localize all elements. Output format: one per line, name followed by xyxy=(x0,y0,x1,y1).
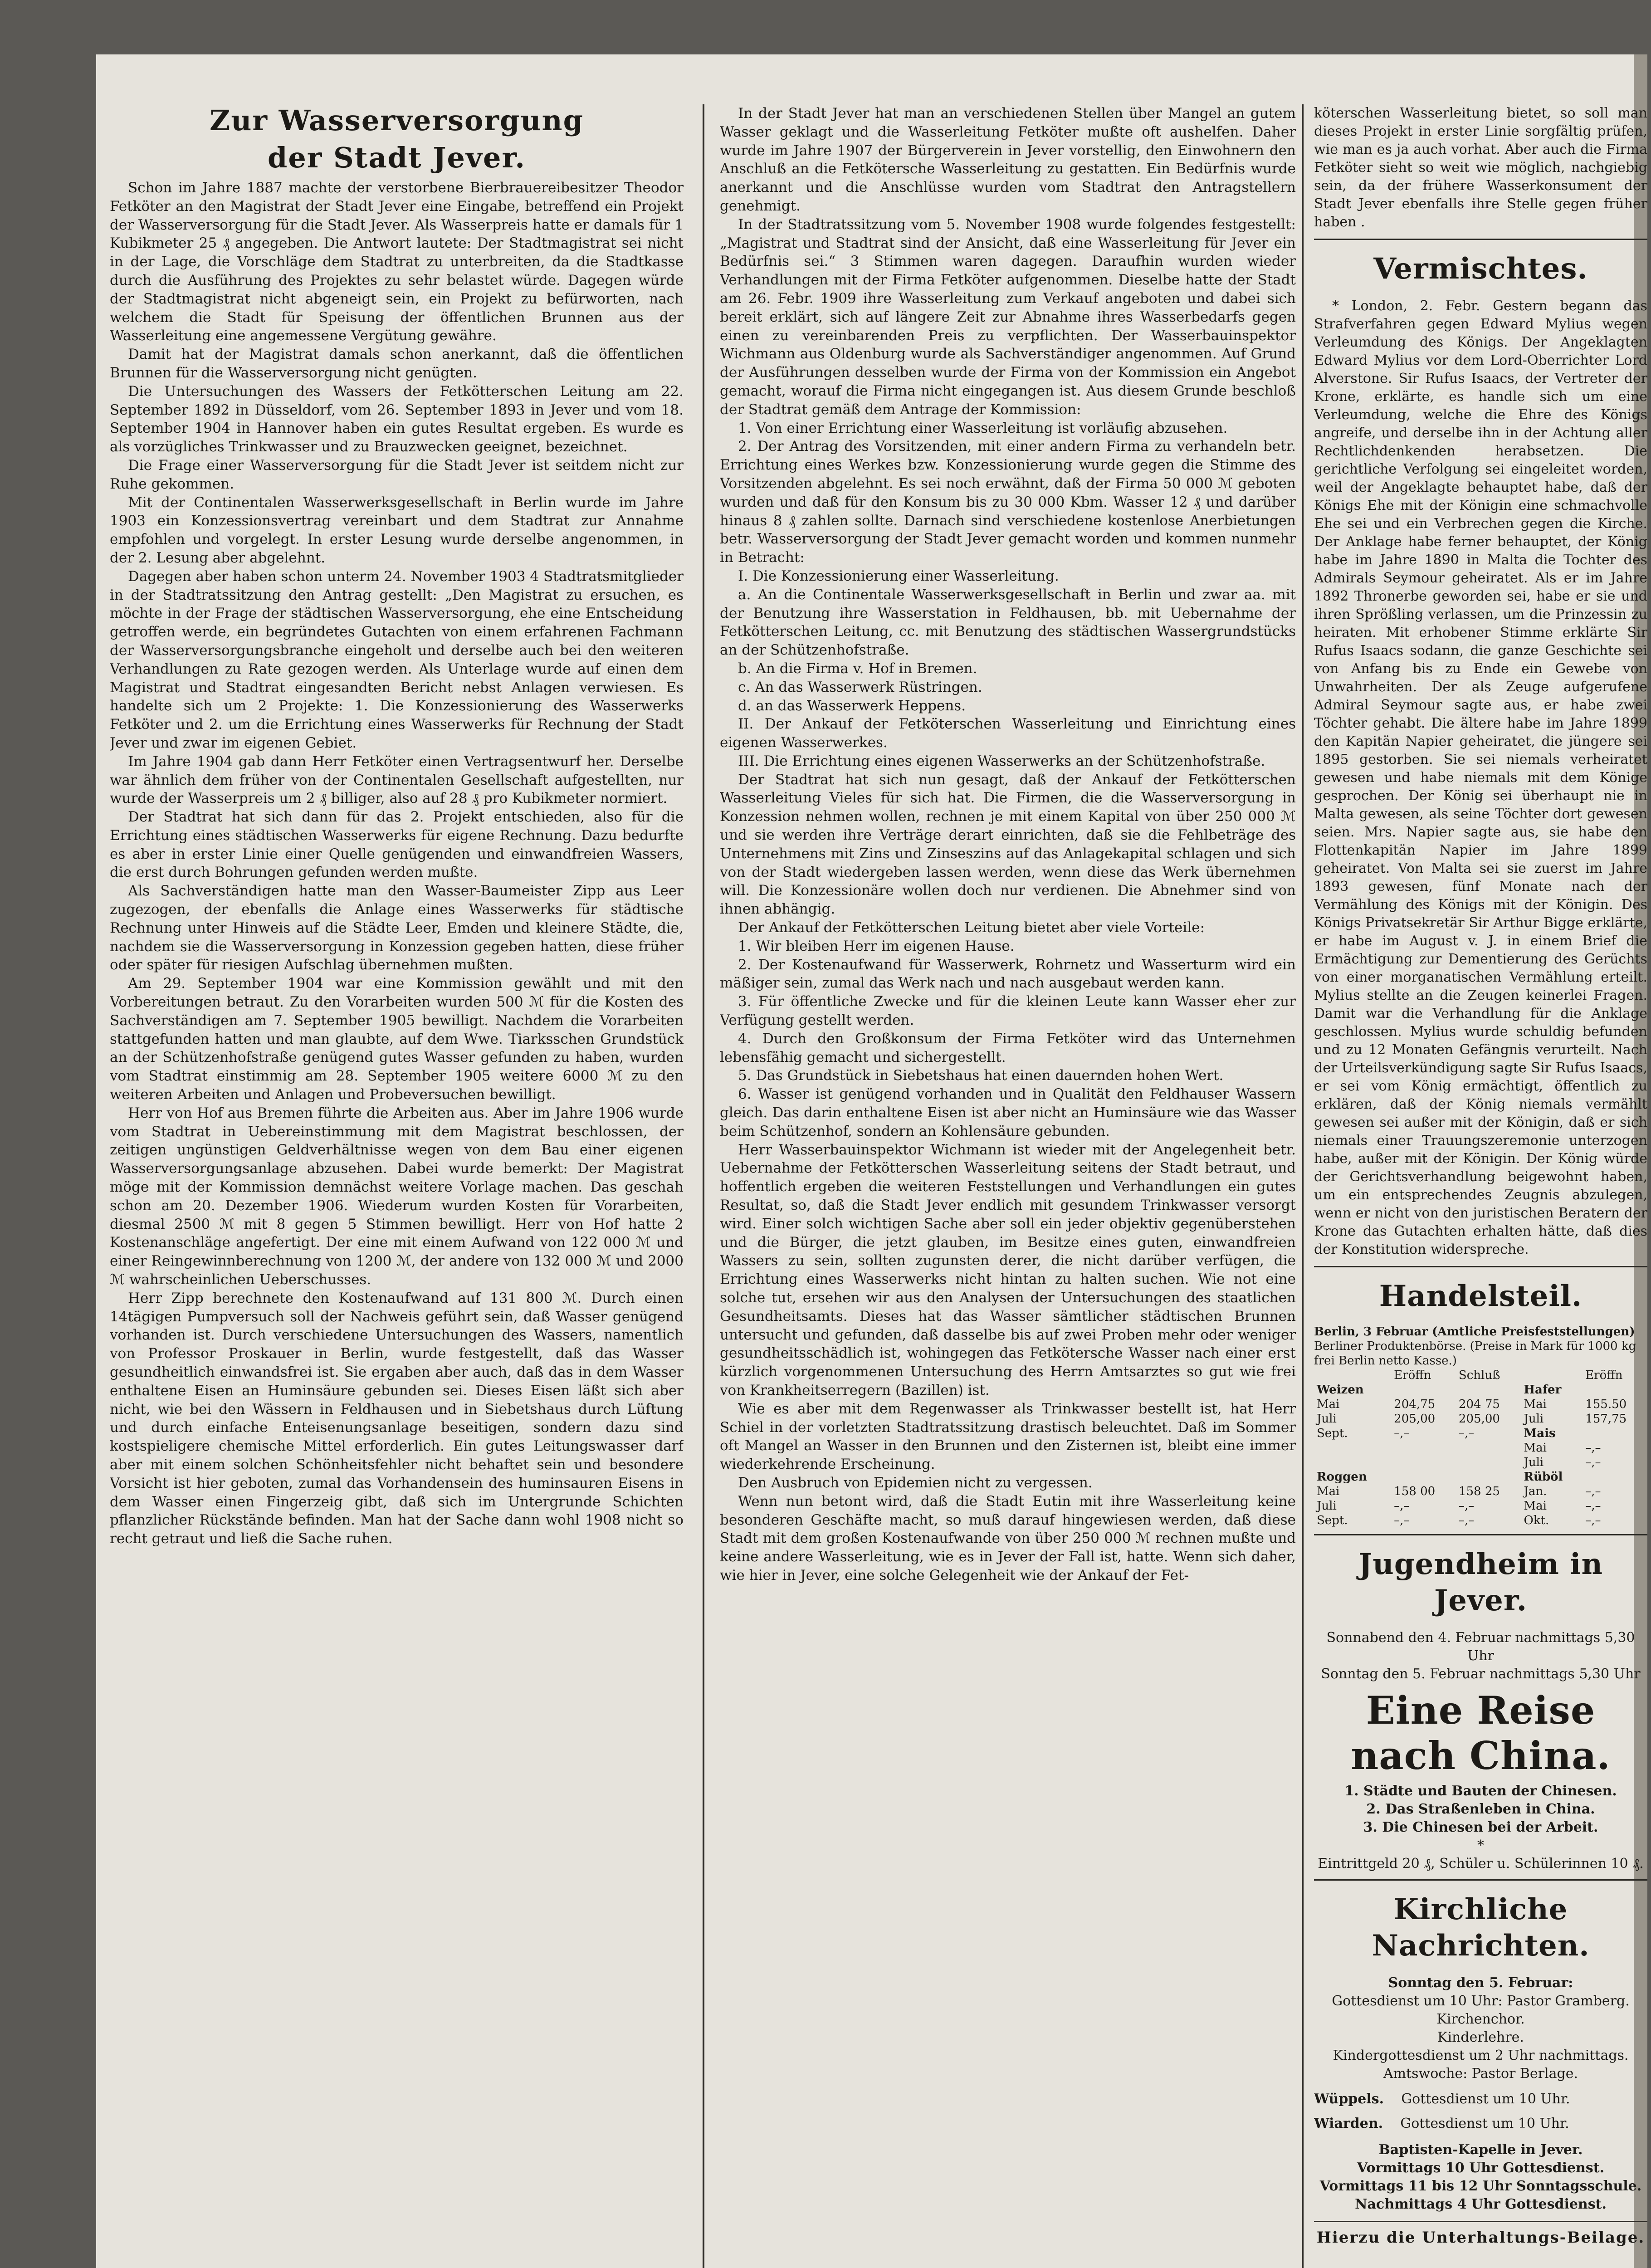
column-rule xyxy=(703,104,704,2268)
article-paragraph: In der Stadt Jever hat man an verschiedenen Stellen über Mangel an gutem Wasser geklagt und die Wasserleitung Fetköter mußte oft aushelfen. Daher wurde im Jahre 1907 der Bürgerverein in Jever vorstellig, den Einwohnern den Anschluß an die Fetkötersche Wasserleitung zu gestatten. Ein Bedürfnis wurde anerkannt und die Anschlüsse wurden vom Stadtrat den Antragstellern genehmigt. xyxy=(720,105,1296,214)
market-row xyxy=(1314,1441,1647,1455)
market-cell xyxy=(1456,1470,1521,1484)
market-cell xyxy=(1456,1455,1521,1470)
article-paragraph: 4. Durch den Großkonsum der Firma Fetköter wird das Unternehmen lebensfähig gemacht und sichergestellt. xyxy=(720,1030,1296,1066)
section-divider xyxy=(1314,1879,1647,1881)
market-cell: –,– xyxy=(1585,1456,1601,1469)
market-cell xyxy=(1391,1383,1456,1397)
youth-title: Jugendheim in Jever. xyxy=(1358,1547,1603,1618)
market-cell xyxy=(1583,1426,1647,1441)
market-cell: –,– xyxy=(1585,1514,1601,1527)
col-open-right: Eröffn xyxy=(1585,1369,1623,1382)
market-cell: Mai xyxy=(1524,1441,1547,1455)
article-paragraph: Schon im Jahre 1887 machte der verstorbene Bierbrauereibesitzer Theodor Fetköter an den Magistrat der Stadt Jever eine Eingabe, betreffend ein Projekt der Wasserversorgung für die Stadt Jever. Als Wasserpreis hatte er damals für 1 Kubikmeter 25 ₰ angegeben. Die Antwort lautete: Der Stadtmagistrat sei nicht in der Lage, die Vorschläge dem Stadtrat zu unterbreiten, da die Stadtkasse durch die Ausführung des Projektes zu sehr belastet würde. Dagegen würde der Stadtmagistrat nicht abgeneigt sein, ein Projekt zu befürworten, nach welchem die Stadt für Speisung der öffentlichen Brunnen aus der Wasserleitung eine angemessene Vergütung gewähre. xyxy=(110,180,684,344)
market-cell xyxy=(1391,1455,1456,1470)
market-cell xyxy=(1456,1383,1521,1397)
market-cell xyxy=(1391,1441,1456,1455)
market-cell xyxy=(1583,1470,1647,1484)
article-paragraph: Im Jahre 1904 gab dann Herr Fetköter einen Vertragsentwurf her. Derselbe war ähnlich dem früher von der Continentalen Gesellschaft aufgestellten, nur wurde der Wasserpreis um 2 ₰ billiger, also auf 28 ₰ pro Kubikmeter normiert. xyxy=(110,753,684,807)
market-cell: Rüböl xyxy=(1524,1470,1563,1484)
article-paragraph: Dagegen aber haben schon unterm 24. November 1903 4 Stadtratsmitglieder in der Stadtratssitzung den Antrag gestellt: „Den Magistrat zu ersuchen, es möchte in der Frage der städtischen Wasserversorgung, ehe eine Entscheidung getroffen werde, ein begründetes Gutachten von einem erfahrenen Fachmann der Wasserversorgungsbranche eingeholt und derselbe auch bei den weiteren Verhandlungen zu Rate gezogen werden. Als Unterlage wurde auf einen dem Magistrat und Stadtrat eingesandten Bericht nebst Anlagen verwiesen. Es handelte sich um 2 Projekte: 1. Die Konzessionierung des Wasserwerks Fetköter und 2. um die Errichtung eines Wasserwerks für Rechnung der Stadt Jever und zwar im eigenen Gebiet. xyxy=(110,568,684,751)
article-paragraph: 5. Das Grundstück in Siebetshaus hat einen dauernden hohen Wert. xyxy=(738,1067,1224,1084)
market-cell: Roggen xyxy=(1317,1470,1367,1484)
church-sunday: Sonntag den 5. Februar: xyxy=(1388,1975,1573,1991)
market-cell: –,– xyxy=(1394,1499,1410,1513)
article-paragraph: d. an das Wasserwerk Heppens. xyxy=(738,697,966,714)
market-cell: Sept. xyxy=(1317,1514,1348,1527)
church-kids: Kindergottesdienst um 2 Uhr nachmittags. xyxy=(1333,2048,1629,2063)
article-paragraph: Herr Wasserbauinspektor Wichmann ist wieder mit der Angelegenheit betr. Uebernahme der Fetkötterschen Wasserleitung seitens der Stadt betraut, und hoffentlich ergeben die weiteren Feststellungen und Verhandlungen ein gutes Resultat, so, daß die Stadt Jever endlich mit gesundem Trinkwasser versorgt wird. Einer solch wichtigen Sache aber soll ein jeder objektiv gegenüberstehen und die Bürger, die jetzt glauben, im Besitze eines guten, einwandfreien Wassers zu sein, sollten zugunsten derer, die nicht darüber verfügen, die Errichtung eines Wasserwerks nicht hintan zu halten suchen. Wie not eine solche tut, ersehen wir aus den Analysen der Untersuchungen des staatlichen Gesundheitsamts. Dieses hat das Wasser sämtlicher städtischen Brunnen untersucht und gefunden, daß dasselbe bis auf zwei Proben mehr oder weniger gesundheitsschädlich ist, wohingegen das Fetkötersche Wasser nach einer erst kürzlich vorgenommenen Untersuchung des Herrn Amtsarztes so gut wie frei von Krankheitserregern (Bazillen) ist. xyxy=(720,1141,1296,1398)
church-w2-place: Wiarden. xyxy=(1314,2116,1383,2131)
market-cell: Juli xyxy=(1317,1412,1337,1426)
market-title: Handelsteil. xyxy=(1379,1279,1583,1313)
article-paragraph: Der Stadtrat hat sich nun gesagt, daß der Ankauf der Fetkötterschen Wasserleitung Vieles für sich hat. Die Firmen, die die Wasserversorgung in Konzession nehmen wollen, rechnen je mit einem Kapital von über 250 000 ℳ und sie werden ihre Verträge derart einrichten, daß sie die Fehlbeträge des Unternehmens mit Zins und Zinseszins auf das Anlagekapital schlagen und sich von der Stadt wiedergeben lassen werden, wenn diese das Werk übernehmen will. Die Konzessionäre wollen doch nur verdienen. Die Abnehmer sind von ihnen abhängig. xyxy=(720,771,1296,918)
market-cell: Mais xyxy=(1524,1427,1556,1440)
market-cell: –,– xyxy=(1458,1499,1475,1513)
market-cell: Weizen xyxy=(1317,1383,1364,1397)
article-paragraph: Als Sachverständigen hatte man den Wasser-Baumeister Zipp aus Leer zugezogen, der ebenfalls die Anlage eines Wasserwerks für städtische Rechnung unter Hinweis auf die Städte Leer, Emden und kleinere Städte, die, nachdem sie die Wasserversorgung in Konzession gegeben hatten, diese früher oder später für riesigen Aufschlag übernehmen mußten. xyxy=(110,883,684,973)
market-cell: –,– xyxy=(1394,1427,1410,1440)
market-row xyxy=(1314,1455,1647,1470)
footer-note: Hierzu die Unterhaltungs-Beilage. xyxy=(1316,2229,1645,2247)
column-rule xyxy=(1302,104,1304,2268)
church-service: Gottesdienst um 10 Uhr: Pastor Gramberg. xyxy=(1332,1993,1630,2009)
market-row xyxy=(1314,1513,1647,1528)
section-divider xyxy=(1314,2221,1647,2222)
article-paragraph: 1. Von einer Errichtung einer Wasserleitung ist vorläufig abzusehen. xyxy=(738,420,1228,436)
youth-star: * xyxy=(1477,1838,1484,1853)
article-paragraph: 1. Wir bleiben Herr im eigenen Hause. xyxy=(738,938,1015,954)
article-continuation: köterschen Wasserleitung bietet, so soll man dieses Projekt in erster Linie sorgfältig prüfen, wie man es ja auch vorhat. Aber auch die Firma Fetköter sieht so weit wie möglich, nachgiebig sein, da der frühere Wasserkonsument der Stadt Jever ebenfalls ihre Stelle gegen früher haben . xyxy=(1314,105,1647,230)
market-header xyxy=(1314,1325,1647,1368)
article-paragraph: Damit hat der Magistrat damals schon anerkannt, daß die öffentlichen Brunnen für die Wasserversorgung nicht genügten. xyxy=(110,346,684,381)
article-body-1 xyxy=(110,179,684,1548)
article-paragraph: a. An die Continentale Wasserwerksgesellschaft in Berlin und zwar aa. mit der Benutzung ihre Wasserstation in Feldhausen, bb. mit Uebernahme der Fetkötterschen Leitung, cc. mit Benutzung des städtischen Wassergrundstücks an der Schützenhofstraße. xyxy=(720,586,1296,659)
market-cell: 205,00 xyxy=(1394,1412,1436,1426)
market-table xyxy=(1314,1368,1647,1528)
market-header-line-2: Berliner Produktenbörse. (Preise in Mark für 1000 kg xyxy=(1314,1339,1636,1353)
market-cell: Juli xyxy=(1317,1499,1337,1513)
youth-item-3: 3. Die Chinesen bei der Arbeit. xyxy=(1363,1819,1598,1835)
article-column-2 xyxy=(720,104,1296,2268)
market-cell xyxy=(1456,1441,1521,1455)
col-close: Schluß xyxy=(1458,1369,1500,1382)
article-paragraph: Herr Zipp berechnete den Kostenaufwand auf 131 800 ℳ. Durch einen 14tägigen Pumpversuch soll der Nachweis geführt sein, daß Wasser genügend vorhanden ist. Durch verschiedene Untersuchungen des Wassers, namentlich von Professor Proskauer in Berlin, wurde festgestellt, daß das Wasser gesundheitlich einwandsfrei ist. Sie ergaben aber auch, daß das in dem Wasser enthaltene Eisen an Huminsäure gebunden sei. Dieses Eisen läßt sich aber nicht, wie bei den Wässern in Feldhausen und in Siebetshaus durch Lüftung und durch einfache Enteisenungsanlage beseitigen, sondern dazu sind kostspieligere chemische Mittel erforderlich. Ein gutes Leitungswasser darf aber mit einem solchen Schönheitsfehler nicht behaftet sein und besondere Vorsicht ist hier geboten, zumal das Vorhandensein des huminsauren Eisens in dem Wasser einen Fingerzeig gibt, daß sich im Untergrunde Schichten pflanzlicher Rückstände befinden. Man hat der Sache dann wohl 1908 nicht so recht getraut und ließ die Sache ruhen. xyxy=(110,1290,684,1547)
article-title-line-1: Zur Wasserversorgung xyxy=(210,104,584,137)
baptist-line-1: Vormittags 10 Uhr Gottesdienst. xyxy=(1357,2160,1605,2176)
article-body-2 xyxy=(720,104,1296,1585)
market-cell: –,– xyxy=(1585,1441,1601,1455)
market-cell xyxy=(1314,1441,1391,1455)
market-cell: 157,75 xyxy=(1585,1412,1627,1426)
section-divider xyxy=(1314,1266,1647,1267)
newspaper-page xyxy=(96,54,1647,2268)
church-teaching: Kinderlehre. xyxy=(1437,2029,1524,2045)
article-paragraph: Herr von Hof aus Bremen führte die Arbeiten aus. Aber im Jahre 1906 wurde vom Stadtrat in Uebereinstimmung mit dem Magistrat beschlossen, der zeitigen ungünstigen Geldverhältnisse wegen von dem Bau einer eigenen Wasserversorgungsanlage abzusehen. Dabei wurde bemerkt: Der Magistrat möge mit der Kommission demnächst weitere Vorlage machen. Das geschah schon am 20. Dezember 1906. Wiederum wurden Kosten für Vorarbeiten, diesmal 2500 ℳ mit 8 gegen 5 Stimmen bewilligt. Herr von Hof hatte 2 Kostenanschläge angefertigt. Der eine mit einem Aufwand von 122 000 ℳ und einer Reingewinnberechnung von 1200 ℳ, der andere von 132 000 ℳ und 2000 ℳ wahrscheinlichen Ueberschusses. xyxy=(110,1105,684,1288)
market-cell: –,– xyxy=(1394,1514,1410,1527)
article-paragraph: Mit der Continentalen Wasserwerksgesellschaft in Berlin wurde im Jahre 1903 ein Konzessionsvertrag vereinbart und dem Stadtrat zur Annahme empfohlen und vorgelegt. In erster Lesung wurde derselbe angenommen, in der 2. Lesung aber abgelehnt. xyxy=(110,494,684,566)
market-cell: Mai xyxy=(1524,1499,1547,1513)
article-paragraph: 6. Wasser ist genügend vorhanden und in Qualität den Feldhauser Wassern gleich. Das darin enthaltene Eisen ist aber nicht an Huminsäure wie das Wasser beim Schützenhof, sondern an Kohlensäure gebunden. xyxy=(720,1086,1296,1139)
market-cell xyxy=(1583,1383,1647,1397)
section-divider xyxy=(1314,1534,1647,1535)
market-cell: Jan. xyxy=(1524,1485,1547,1498)
market-row xyxy=(1314,1484,1647,1499)
col-open: Eröffn xyxy=(1394,1369,1431,1382)
misc-title: Vermischtes. xyxy=(1373,252,1588,286)
article-paragraph: Der Ankauf der Fetkötterschen Leitung bietet aber viele Vorteile: xyxy=(738,919,1205,936)
market-row xyxy=(1314,1397,1647,1412)
market-cell: Mai xyxy=(1317,1485,1340,1498)
market-row xyxy=(1314,1412,1647,1426)
youth-item-2: 2. Das Straßenleben in China. xyxy=(1366,1801,1595,1817)
church-w1-place: Wüppels. xyxy=(1314,2091,1384,2107)
market-cell xyxy=(1314,1455,1391,1470)
market-header-line-1: Berlin, 3 Februar (Amtliche Preisfeststellungen) xyxy=(1314,1325,1635,1339)
market-cell: Juli xyxy=(1524,1412,1544,1426)
market-cell: 204 75 xyxy=(1458,1398,1500,1411)
article-paragraph: Den Ausbruch von Epidemien nicht zu vergessen. xyxy=(738,1474,1093,1491)
column-3 xyxy=(1314,104,1647,2268)
article-paragraph: Am 29. September 1904 war eine Kommission gewählt und mit den Vorbereitungen betraut. Zu den Vorarbeiten wurden 500 ℳ für die Kosten des Sachverständigen am 7. September 1905 bewilligt. Nachdem die Vorarbeiten stattgefunden hatten und man glaubte, auf dem Wwe. Tiarksschen Grundstück an der Schützenhofstraße genügend gutes Wasser gefunden zu haben, wurden vom Stadtrat einstimmig am 28. September 1905 weitere 6000 ℳ zu den weiteren Arbeiten und Anlagen und Probeversuchen bewilligt. xyxy=(110,975,684,1103)
section-divider xyxy=(1314,239,1647,240)
market-cell: 204,75 xyxy=(1394,1398,1436,1411)
market-cell: Sept. xyxy=(1317,1427,1348,1440)
article-paragraph: 3. Für öffentliche Zwecke und für die kleinen Leute kann Wasser eher zur Verfügung gestellt werden. xyxy=(720,993,1296,1029)
market-cell: –,– xyxy=(1585,1485,1601,1498)
market-row xyxy=(1314,1383,1647,1397)
article-paragraph: Der Stadtrat hat sich dann für das 2. Projekt entschieden, also für die Errichtung eines städtischen Wasserwerks für eigene Rechnung. Dazu bedurfte es aber in erster Linie einer Quelle genügenden und einwandfreien Wassers, die erst durch Bohrungen gefunden werden mußte. xyxy=(110,809,684,881)
youth-line-1: Sonnabend den 4. Februar nachmittags 5,30 Uhr xyxy=(1326,1630,1635,1664)
youth-event: Eine Reise nach China. xyxy=(1351,1688,1611,1778)
church-w2-text: Gottesdienst um 10 Uhr. xyxy=(1400,2116,1569,2131)
baptist-line-2: Vormittags 11 bis 12 Uhr Sonntagsschule. xyxy=(1319,2178,1642,2194)
market-cell: –,– xyxy=(1458,1427,1475,1440)
article-paragraph: Wenn nun betont wird, daß die Stadt Eutin mit ihre Wasserleitung keine besonderen Geschäfte macht, so muß darauf hingewiesen werden, daß diese Stadt mit dem großen Kostenaufwande von über 250 000 ℳ rechnen mußte und keine andere Wasserleitung, wie es in Jever der Fall ist, hatte. Wenn sich daher, wie hier in Jever, eine solche Gelegenheit wie der Ankauf der Fet- xyxy=(720,1493,1296,1584)
market-row xyxy=(1314,1499,1647,1513)
market-cell: Juli xyxy=(1524,1456,1544,1469)
article-paragraph: b. An die Firma v. Hof in Bremen. xyxy=(738,660,977,677)
baptist-title: Baptisten-Kapelle in Jever. xyxy=(1378,2142,1583,2158)
market-cell: Mai xyxy=(1524,1398,1547,1411)
article-paragraph: Wie es aber mit dem Regenwasser als Trinkwasser bestellt ist, hat Herr Schiel in der vorletzten Stadtratssitzung drastisch beleuchtet. Daß im Sommer oft Mangel an Wasser in den Brunnen und den Zisternen ist, bleibt eine immer wiederkehrende Erscheinung. xyxy=(720,1400,1296,1473)
church-wiarden xyxy=(1314,2115,1647,2133)
market-cell xyxy=(1391,1470,1456,1484)
baptist-line-3: Nachmittags 4 Uhr Gottesdienst. xyxy=(1355,2196,1607,2212)
misc-text: * London, 2. Febr. Gestern begann das Strafverfahren gegen Edward Mylius wegen Verleumdung des Königs. Der Angeklagten Edward Mylius vor dem Lord-Oberrichter Lord Alverstone. Sir Rufus Isaacs, der Vertreter der Krone, erklärte, es handle sich um eine Verleumdung, welche die Ehre des Königs angreife, und derselbe ihn in der Achtung aller Rechtlichdenkenden herabsetzen. Die gerichtliche Verfolgung sei eingeleitet worden, weil der Angeklagte behauptet habe, daß der Königs Ehe mit der Königin eine schmachvolle Ehe sei und ein Verbrechen gegen die Kirche. Der Anklage habe ferner behauptet, der König habe im Jahre 1890 in Malta die Tochter des Admirals Seymour geheiratet. Als er im Jahre 1892 Thronerbe geworden sei, habe er sie und ihren Sprößling verlassen, um die Prinzessin zu heiraten. Mit erhobener Stimme erklärte Sir Rufus Isaacs sodann, die ganze Geschichte sei von Anfang bis zu Ende ein Gewebe von Unwahrheiten. Der als Zeuge aufgerufene Admiral Seymour sagte aus, er habe zwei Töchter gehabt. Die ältere habe im Jahre 1899 den Kapitän Napier geheiratet, die jüngere sei 1895 gestorben. Sie sei niemals verheiratet gewesen und habe niemals mit dem Könige gesprochen. Der König sei überhaupt nie in Malta gewesen, als seine Töchter dort gewesen seien. Mrs. Napier sagte aus, sie habe den Flottenkapitän Napier im Jahre 1899 geheiratet. Von Malta sei sie zuerst im Jahre 1893 gewesen, fünf Monate nach der Vermählung des Königs mit der Königin. Des Königs Privatsekretär Sir Arthur Bigge erklärte, er habe im August v. J. in einem Brief die Ermächtigung zur Dementierung des Gerüchts von einer morganatischen Vermählung erteilt. Mylius stellte an die Zeugen keinerlei Fragen. Damit war die Verhandlung für die Anklage geschlossen. Mylius wurde schuldig befunden und zu 12 Monaten Gefängnis verurteilt. Nach der Urteilsverkündigung sagte Sir Rufus Isaacs, er sei vom König ermächtigt, öffentlich zu erklären, daß der König niemals vermählt gewesen sei außer mit der Königin, daß er sich niemals einer Trauungszeremonie unterzogen habe, außer mit der Königin. Der König würde der Gerichtsverhandlung beigewohnt haben, um ein entsprechendes Zeugnis abzulegen, wenn er nicht von den juristischen Beratern der Krone das Gutachten erhalten hätte, daß dies der Konstitution widerspreche. xyxy=(1314,298,1647,1257)
church-title: Kirchliche Nachrichten. xyxy=(1372,1892,1590,1963)
article-paragraph: 2. Der Antrag des Vorsitzenden, mit einer andern Firma zu verhandeln betr. Errichtung eines Werkes bzw. Konzessionierung wurde gegen die Stimme des Vorsitzenden abgelehnt. Es sei noch erwähnt, daß der Firma 50 000 ℳ geboten wurden und daß für den Konsum bis zu 30 000 Kbm. Wasser 12 ₰ und darüber hinaus 8 ₰ zahlen sollte. Darnach sind verschiedene kostenlose Anerbietungen betr. Wasserversorgung der Stadt Jever gemacht worden und kommen nunmehr in Betracht: xyxy=(720,438,1296,566)
market-cell: –,– xyxy=(1458,1514,1475,1527)
market-cell: 158 00 xyxy=(1394,1485,1436,1498)
market-cell: Okt. xyxy=(1524,1514,1549,1527)
article-paragraph: II. Der Ankauf der Fetköterschen Wasserleitung und Einrichtung eines eigenen Wasserwerkes. xyxy=(720,716,1296,751)
market-cell: 158 25 xyxy=(1458,1485,1500,1498)
youth-fee: Eintrittgeld 20 ₰, Schüler u. Schülerinnen 10 ₰. xyxy=(1318,1856,1644,1872)
church-week: Amtswoche: Pastor Berlage. xyxy=(1383,2066,1578,2082)
youth-line-2: Sonntag den 5. Februar nachmittags 5,30 Uhr xyxy=(1321,1666,1641,1682)
market-cell: 155.50 xyxy=(1585,1398,1627,1411)
market-cell: Hafer xyxy=(1524,1383,1562,1397)
article-paragraph: III. Die Errichtung eines eigenen Wasserwerks an der Schützenhofstraße. xyxy=(738,753,1265,769)
market-cell: Mai xyxy=(1317,1398,1340,1411)
market-header-line-3: frei Berlin netto Kasse.) xyxy=(1314,1354,1457,1368)
article-paragraph: Die Frage einer Wasserversorgung für die Stadt Jever ist seitdem nicht zur Ruhe gekommen. xyxy=(110,457,684,492)
article-paragraph: In der Stadtratssitzung vom 5. November 1908 wurde folgendes festgestellt: „Magistrat und Stadtrat sind der Ansicht, daß eine Wasserleitung für Jever ein Bedürfnis sei.“ 3 Stimmen waren dagegen. Daraufhin wurden wieder Verhandlungen mit der Firma Fetköter aufgenommen. Dieselbe hatte der Stadt am 26. Febr. 1909 ihre Wasserleitung zum Verkauf angeboten und dabei sich bereit erklärt, sich auf längere Zeit zur Abnahme ihres Wasserbedarfs gegen einen zu vereinbarenden Preis zu verpflichten. Der Wasserbauinspektor Wichmann aus Oldenburg wurde als Sachverständiger angenommen. Auf Grund der Ausführungen desselben wurde der Firma von der Kommission ein Angebot gemacht, worauf die Firma nicht eingegangen ist. Aus diesem Grunde beschloß der Stadtrat gemäß dem Antrage der Kommission: xyxy=(720,216,1296,418)
church-choir: Kirchenchor. xyxy=(1436,2011,1525,2027)
market-cell: –,– xyxy=(1585,1499,1601,1513)
article-title-line-2: der Stadt Jever. xyxy=(267,141,526,174)
article-paragraph: c. An das Wasserwerk Rüstringen. xyxy=(738,679,982,695)
market-row xyxy=(1314,1470,1647,1484)
church-w1-text: Gottesdienst um 10 Uhr. xyxy=(1401,2091,1570,2107)
youth-item-1: 1. Städte und Bauten der Chinesen. xyxy=(1344,1783,1617,1799)
article-paragraph: I. Die Konzessionierung einer Wasserleitung. xyxy=(738,567,1059,584)
church-wueppels xyxy=(1314,2090,1647,2108)
article-paragraph: Die Untersuchungen des Wassers der Fetkötterschen Leitung am 22. September 1892 in Düsseldorf, vom 26. September 1893 in Jever und vom 18. September 1904 in Hannover haben ein gutes Resultat ergeben. Es wurde es als vorzügliches Trinkwasser und zu Brauzwecken geeignet, bezeichnet. xyxy=(110,383,684,455)
article-paragraph: 2. Der Kostenaufwand für Wasserwerk, Rohrnetz und Wasserturm wird ein mäßiger sein, zumal das Werk nach und nach ausgebaut werden kann. xyxy=(720,956,1296,992)
article-column-1 xyxy=(110,104,684,2268)
market-cell: 205,00 xyxy=(1458,1412,1500,1426)
market-row xyxy=(1314,1426,1647,1441)
